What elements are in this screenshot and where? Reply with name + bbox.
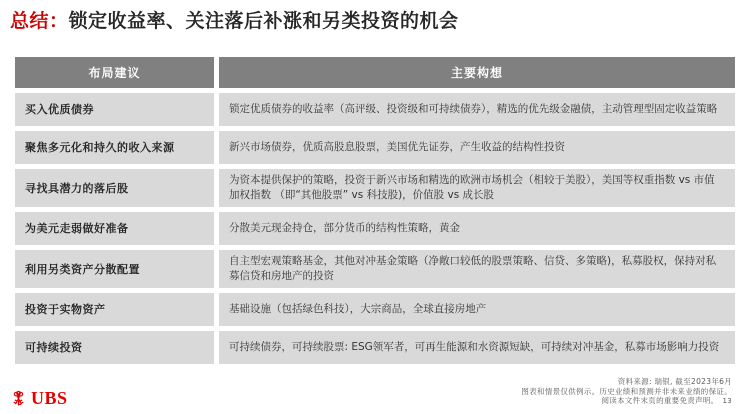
table-row-label: 利用另类资产分散配置 <box>15 250 214 288</box>
page-title-prefix: 总结： <box>10 10 69 32</box>
table-row-value: 锁定优质债券的收益率（高评级、投资级和可持续债券），精选的优先级金融债，主动管理型固定收益策略 <box>219 93 735 126</box>
table-row-value: 基础设施（包括绿色科技），大宗商品，全球直接房地产 <box>219 293 735 326</box>
table-row-value: 自主型宏观策略基金，其他对冲基金策略（净敞口较低的股票策略、信贷、多策略)，私募股权，保持对私募信贷和房地产的投资 <box>219 250 735 288</box>
column-header-idea: 主要构想 <box>219 57 735 88</box>
ubs-three-keys-icon <box>10 390 27 407</box>
page-title-text: 锁定收益率、关注落后补涨和另类投资的机会 <box>68 10 459 32</box>
source-line-3: 阅读本文件末页的重要免责声明。 13 <box>601 396 732 405</box>
ubs-logo-text: UBS <box>31 388 68 408</box>
table-row-label: 为美元走弱做好准备 <box>15 212 214 245</box>
table-row-label: 买入优质债券 <box>15 93 214 126</box>
table-row-label: 聚焦多元化和持久的收入来源 <box>15 131 214 164</box>
source-disclaimer <box>521 377 732 407</box>
source-line-1: 资料来源: 瑞银, 截至2023年6月 <box>617 377 732 386</box>
recommendations-table <box>15 57 735 364</box>
source-line-2: 图表和情景仅供例示。历史业绩和预测并非未来业绩的保证。 <box>521 386 732 396</box>
table-row-value: 分散美元现金持仓，部分货币的结构性策略，黄金 <box>219 212 735 245</box>
table-row-value: 为资本提供保护的策略，投资于新兴市场和精选的欧洲市场机会（相较于美股），美国等权重指数 vs 市值加权指数 （即“其他股票” vs 科技股)，价值股 vs 成长股 <box>219 169 735 207</box>
ubs-logo <box>10 388 68 409</box>
table-row-label: 投资于实物资产 <box>15 293 214 326</box>
column-header-suggestion: 布局建议 <box>15 57 214 88</box>
table-row-value: 可持续债券，可持续股票: ESG领军者，可再生能源和水资源短缺，可持续对冲基金，私募市场影响力投资 <box>219 331 735 364</box>
table-row-value: 新兴市场债券，优质高股息股票，美国优先证券，产生收益的结构性投资 <box>219 131 735 164</box>
page-number: 13 <box>722 397 732 405</box>
table-row-label: 寻找具潜力的落后股 <box>15 169 214 207</box>
table-row-label: 可持续投资 <box>15 331 214 364</box>
page-title <box>10 6 459 33</box>
